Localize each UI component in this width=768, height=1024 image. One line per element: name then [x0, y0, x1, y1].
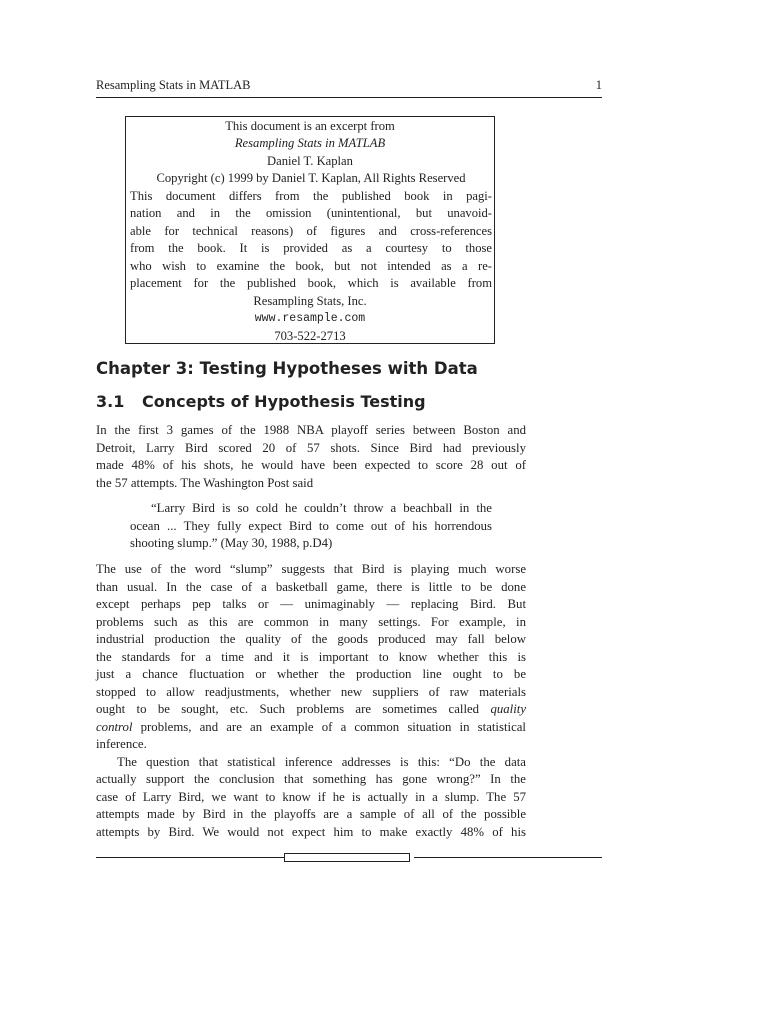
paragraph-line: made 48% of his shots, he would have been expected to score 28 out of	[96, 458, 526, 472]
running-title: Resampling Stats in MATLAB	[96, 78, 251, 92]
paragraph-line: than usual. In the case of a basketball game, there is little to be done	[96, 579, 526, 594]
quote-line: “Larry Bird is so cold he couldn’t throw a beachball in the	[151, 501, 492, 515]
control-term: control	[96, 719, 133, 734]
paragraph-line: attempts made by Bird in the playoffs are a sample of all of the possible	[96, 807, 526, 821]
paragraph-line: just a chance fluctuation or whether the production line ought to be	[96, 667, 526, 681]
excerpt-website: www.resample.com	[254, 312, 366, 325]
excerpt-publisher: Resampling Stats, Inc.	[253, 293, 367, 308]
paragraph-line: attempts by Bird. We would not expect him to make exactly 48% of his	[96, 824, 526, 839]
paragraph-line: case of Larry Bird, we want to know if he is actually in a slump. The 57	[96, 789, 526, 804]
paragraph-text: ought to be sought, etc. Such problems are sometimes called	[96, 702, 480, 716]
quote-line: shooting slump.” (May 30, 1988, p.D4)	[130, 536, 333, 550]
paragraph-line: The question that statistical inference addresses is this: “Do the data	[117, 754, 526, 769]
paragraph-line: In the first 3 games of the 1988 NBA playoff series between Boston and	[96, 423, 526, 437]
paragraph-line: except perhaps pep talks or — unimaginably — replacing Bird. But	[96, 597, 526, 611]
paragraph-line	[96, 720, 526, 735]
paragraph-line: inference.	[96, 737, 147, 751]
excerpt-notice-line: who wish to examine the book, but not intended as a re-	[130, 258, 492, 273]
header-rule	[96, 97, 602, 98]
quality-term: quality	[490, 702, 526, 716]
footer-ornament-box	[284, 853, 410, 862]
paragraph-line: stopped to allow readjustments, whether new suppliers of raw materials	[96, 684, 526, 699]
paragraph-line: actually support the conclusion that something has gone wrong?” In the	[96, 772, 526, 786]
footer-rule-right	[414, 857, 602, 858]
excerpt-notice-line: nation and in the omission (unintentional, but unavoid-	[130, 206, 492, 220]
section-title: Concepts of Hypothesis Testing	[142, 392, 426, 411]
excerpt-notice-line: from the book. It is provided as a courtesy to those	[130, 241, 492, 255]
section-number: 3.1	[96, 392, 125, 411]
excerpt-notice-line: able for technical reasons) of figures and cross-references	[130, 223, 492, 238]
chapter-title: Chapter 3: Testing Hypotheses with Data	[96, 359, 478, 378]
paragraph-line: The use of the word “slump” suggests that Bird is playing much worse	[96, 562, 526, 576]
excerpt-notice-line: This document differs from the published book in pagi-	[130, 188, 492, 203]
paragraph-line: industrial production the quality of the goods produced may fall below	[96, 632, 526, 646]
paragraph-line: Detroit, Larry Bird scored 20 of 57 shots. Since Bird had previously	[96, 440, 526, 455]
running-header	[96, 78, 602, 96]
excerpt-author: Daniel T. Kaplan	[267, 153, 353, 168]
section-heading	[96, 392, 426, 411]
paragraph-line: problems such as this are common in many settings. For example, in	[96, 614, 526, 629]
footer-rule-left	[96, 857, 284, 858]
quote-line: ocean ... They fully expect Bird to come out of his horrendous	[130, 518, 492, 533]
excerpt-notice-line: placement for the published book, which is available from	[130, 276, 492, 290]
page-number: 1	[595, 78, 602, 92]
excerpt-intro: This document is an excerpt from	[225, 119, 395, 133]
excerpt-notice-box	[125, 116, 495, 344]
paragraph-line: the 57 attempts. The Washington Post said	[96, 475, 314, 490]
paragraph-text: problems, and are an example of a common situation in statistical	[132, 719, 526, 734]
excerpt-book-title: Resampling Stats in MATLAB	[234, 136, 386, 150]
excerpt-copyright: Copyright (c) 1999 by Daniel T. Kaplan, All Rights Reserved	[156, 171, 466, 185]
paragraph-line: the standards for a time and it is important to know whether this is	[96, 649, 526, 664]
paragraph-line	[96, 702, 526, 717]
excerpt-phone: 703-522-2713	[274, 328, 346, 343]
